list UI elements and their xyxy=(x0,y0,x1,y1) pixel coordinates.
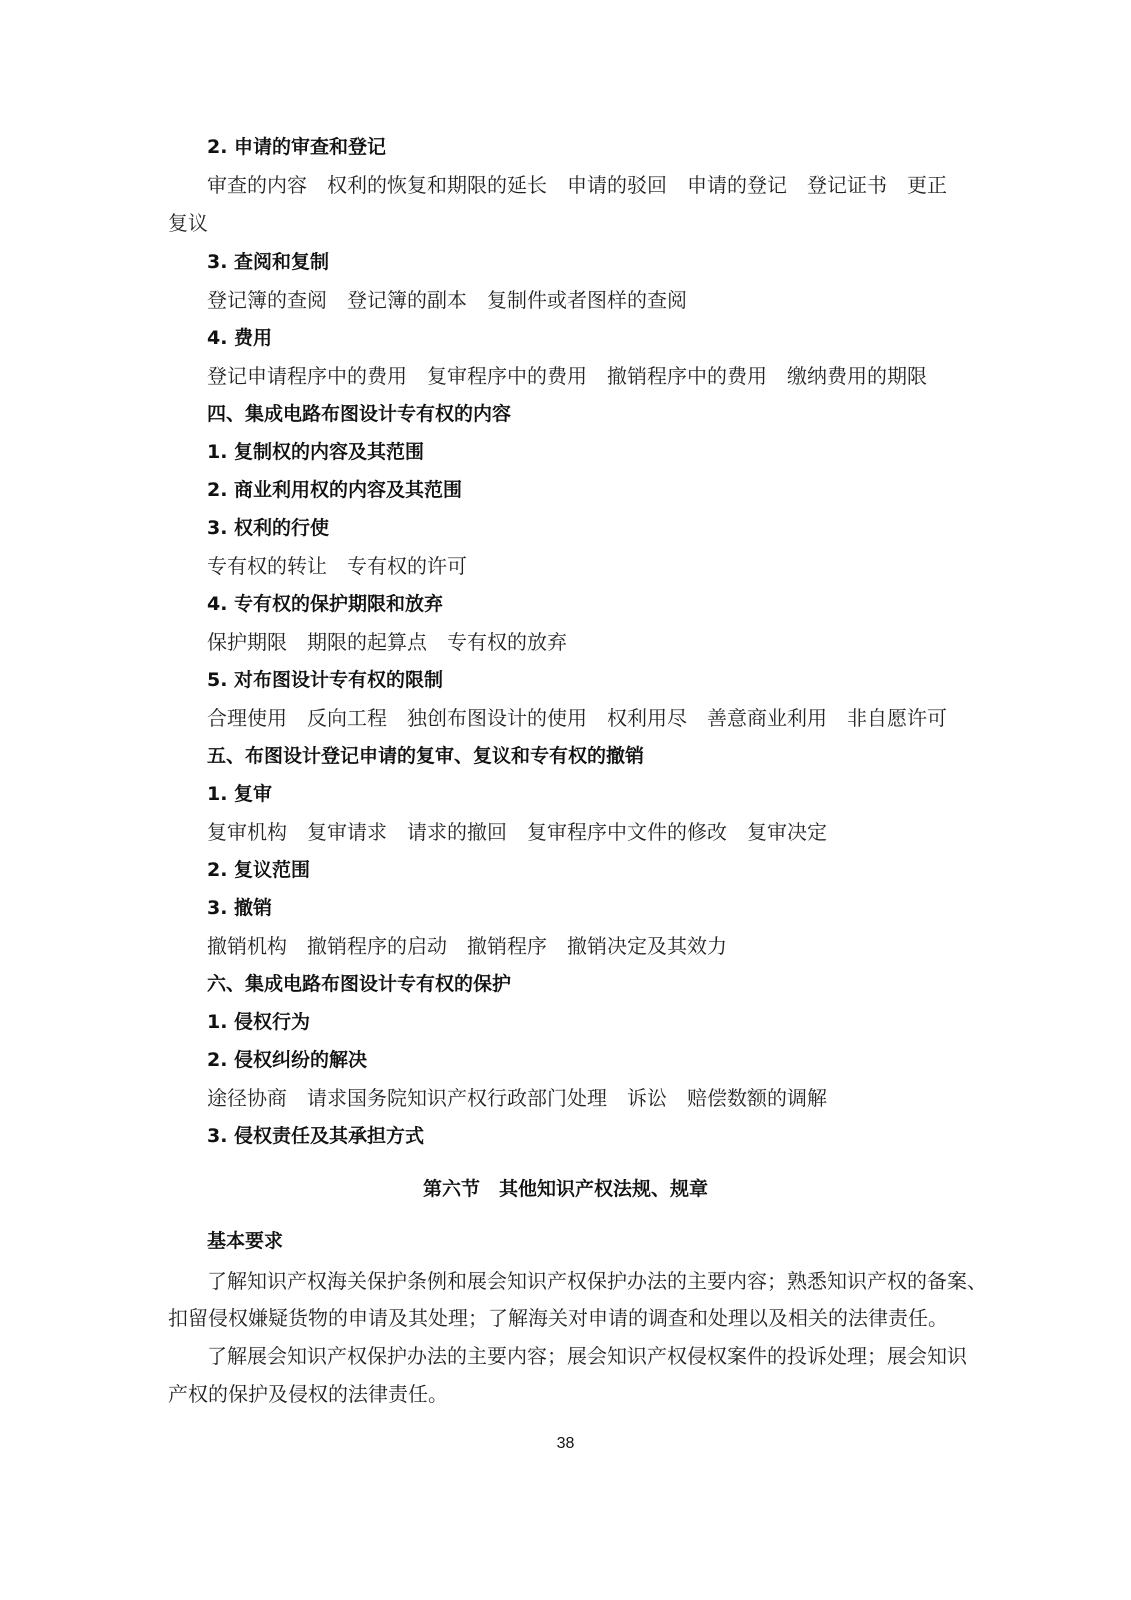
body-text-line: 复审机构 复审请求 请求的撤回 复审程序中文件的修改 复审决定 xyxy=(207,820,827,844)
page-number: 38 xyxy=(556,1435,575,1452)
body-text-line: 撤销机构 撤销程序的启动 撤销程序 撤销决定及其效力 xyxy=(207,934,727,958)
body-text-line: 扣留侵权嫌疑货物的申请及其处理；了解海关对申请的调查和处理以及相关的法律责任。 xyxy=(168,1306,948,1330)
body-text-line: 合理使用 反向工程 独创布图设计的使用 权利用尽 善意商业利用 非自愿许可 xyxy=(207,706,947,730)
subheading-term-abandon: 4. 专有权的保护期限和放弃 xyxy=(207,593,444,615)
section-heading-6: 六、集成电路布图设计专有权的保护 xyxy=(207,973,512,995)
subheading-commercial-right: 2. 商业利用权的内容及其范围 xyxy=(207,479,463,501)
section-heading-4: 四、集成电路布图设计专有权的内容 xyxy=(207,403,512,425)
body-text-line: 了解展会知识产权保护办法的主要内容；展会知识产权侵权案件的投诉处理；展会知识 xyxy=(207,1344,967,1368)
subheading-reproduction-right: 1. 复制权的内容及其范围 xyxy=(207,441,425,463)
subheading-reexamination: 1. 复审 xyxy=(207,783,273,805)
subheading-exercise-of-rights: 3. 权利的行使 xyxy=(207,517,330,539)
chapter-section-title: 第六节 其他知识产权法规、规章 xyxy=(422,1178,708,1200)
body-text-line: 登记申请程序中的费用 复审程序中的费用 撤销程序中的费用 缴纳费用的期限 xyxy=(207,364,927,388)
body-text-line: 审查的内容 权利的恢复和期限的延长 申请的驳回 申请的登记 登记证书 更正 xyxy=(207,173,947,197)
body-text-line: 保护期限 期限的起算点 专有权的放弃 xyxy=(207,630,567,654)
basic-requirements-heading: 基本要求 xyxy=(207,1230,284,1252)
subheading-dispute-resolution: 2. 侵权纠纷的解决 xyxy=(207,1049,368,1071)
body-text-line: 专有权的转让 专有权的许可 xyxy=(207,554,467,578)
body-text-line: 了解知识产权海关保护条例和展会知识产权保护办法的主要内容；熟悉知识产权的备案、 xyxy=(207,1269,987,1293)
body-text-line: 产权的保护及侵权的法律责任。 xyxy=(168,1382,448,1406)
body-text-line: 复议 xyxy=(168,211,208,235)
subheading-access-copy: 3. 查阅和复制 xyxy=(207,251,330,273)
subheading-liability: 3. 侵权责任及其承担方式 xyxy=(207,1125,425,1147)
body-text-line: 途径协商 请求国务院知识产权行政部门处理 诉讼 赔偿数额的调解 xyxy=(207,1086,827,1110)
subheading-review-scope: 2. 复议范围 xyxy=(207,859,311,881)
subheading-fees: 4. 费用 xyxy=(207,327,273,349)
subheading-application-review: 2. 申请的审查和登记 xyxy=(207,136,387,158)
section-heading-5: 五、布图设计登记申请的复审、复议和专有权的撤销 xyxy=(207,745,645,767)
subheading-limitations: 5. 对布图设计专有权的限制 xyxy=(207,669,444,691)
subheading-infringement: 1. 侵权行为 xyxy=(207,1011,311,1033)
body-text-line: 登记簿的查阅 登记簿的副本 复制件或者图样的查阅 xyxy=(207,288,687,312)
subheading-revocation: 3. 撤销 xyxy=(207,897,273,919)
